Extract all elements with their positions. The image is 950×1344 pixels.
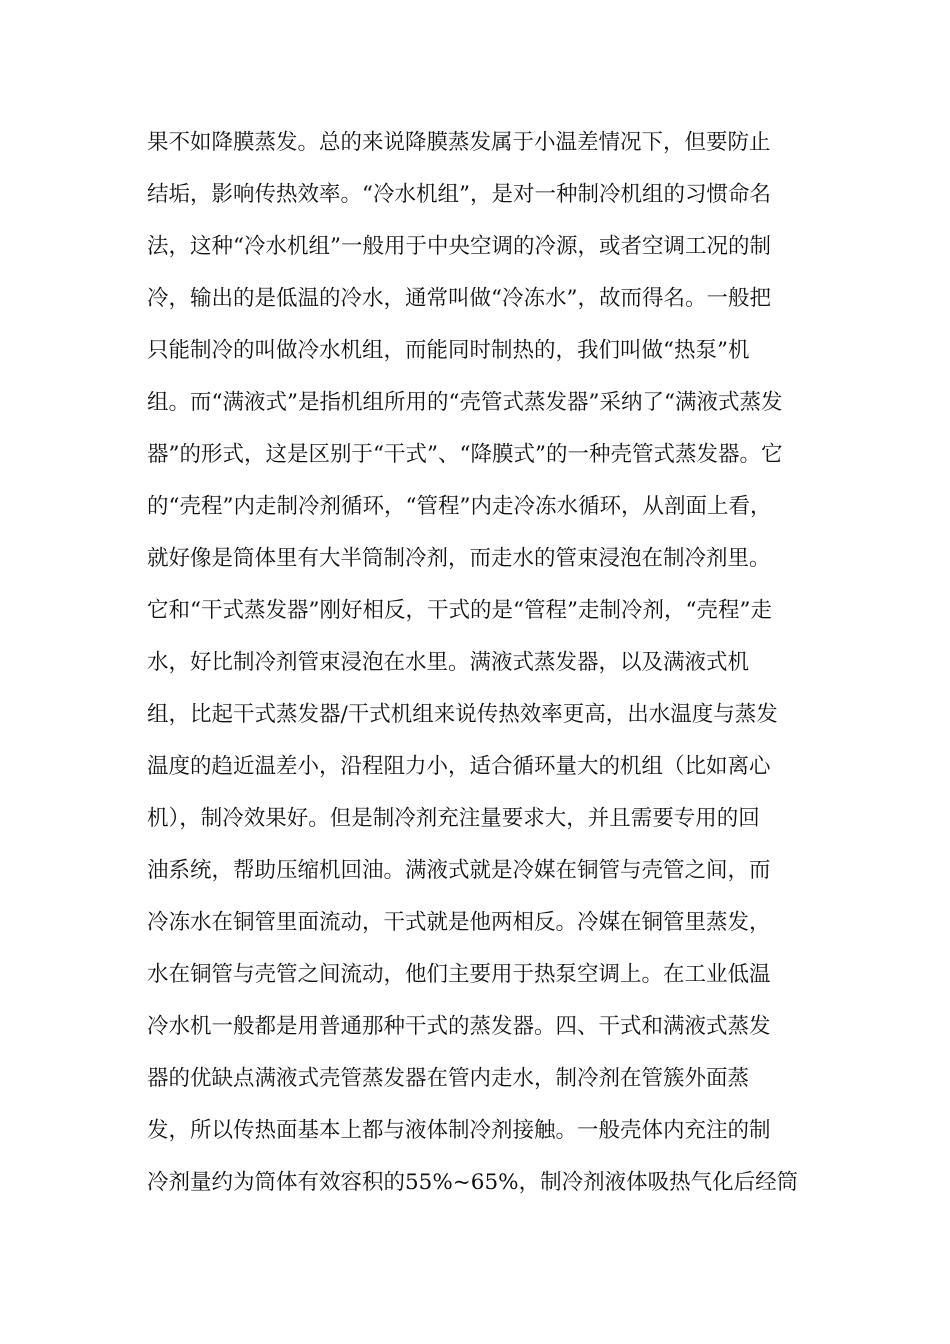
text-line: 水在铜管与壳管之间流动，他们主要用于热泵空调上。在工业低温 xyxy=(147,962,771,987)
text-line: 机），制冷效果好。但是制冷剂充注量要求大，并且需要专用的回 xyxy=(147,806,760,831)
text-line: 冷剂量约为筒体有效容积的55%~65%，制冷剂液体吸热气化后经筒 xyxy=(147,1170,799,1195)
text-line: 法，这种“冷水机组”一般用于中央空调的冷源，或者空调工况的制 xyxy=(147,234,771,259)
text-line: 结垢，影响传热效率。“冷水机组”，是对一种制冷机组的习惯命名 xyxy=(147,182,771,207)
text-line: 的“壳程”内走制冷剂循环，“管程”内走冷冻水循环，从剖面上看， xyxy=(147,494,772,519)
text-line: 水，好比制冷剂管束浸泡在水里。满液式蒸发器，以及满液式机 xyxy=(147,650,750,675)
text-line: 果不如降膜蒸发。总的来说降膜蒸发属于小温差情况下，但要防止 xyxy=(147,130,771,155)
text-line: 它和“干式蒸发器”刚好相反，干式的是“管程”走制冷剂，“壳程”走 xyxy=(147,598,772,623)
text-line: 只能制冷的叫做冷水机组，而能同时制热的，我们叫做“热泵”机 xyxy=(147,338,750,363)
text-line: 冷冻水在铜管里面流动，干式就是他两相反。冷媒在铜管里蒸发， xyxy=(147,910,771,935)
text-line: 组。而“满液式”是指机组所用的“壳管式蒸发器”采纳了“满液式蒸发 xyxy=(147,390,783,415)
text-line: 组，比起干式蒸发器/干式机组来说传热效率更高，出水温度与蒸发 xyxy=(147,702,778,727)
text-line: 冷，输出的是低温的冷水，通常叫做“冷冻水”，故而得名。一般把 xyxy=(147,286,771,311)
text-line: 器”的形式，这是区别于“干式”、“降膜式”的一种壳管式蒸发器。它 xyxy=(147,442,783,467)
text-line: 就好像是筒体里有大半筒制冷剂，而走水的管束浸泡在制冷剂里。 xyxy=(147,546,771,571)
text-line: 器的优缺点满液式壳管蒸发器在管内走水，制冷剂在管簇外面蒸 xyxy=(147,1066,750,1091)
text-line: 油系统，帮助压缩机回油。满液式就是冷媒在铜管与壳管之间，而 xyxy=(147,858,771,883)
text-line: 发，所以传热面基本上都与液体制冷剂接触。一般壳体内充注的制 xyxy=(147,1118,771,1143)
body-text xyxy=(147,117,807,1209)
text-line: 温度的趋近温差小，沿程阻力小，适合循环量大的机组（比如离心 xyxy=(147,754,771,779)
text-line: 冷水机一般都是用普通那种干式的蒸发器。四、干式和满液式蒸发 xyxy=(147,1014,771,1039)
